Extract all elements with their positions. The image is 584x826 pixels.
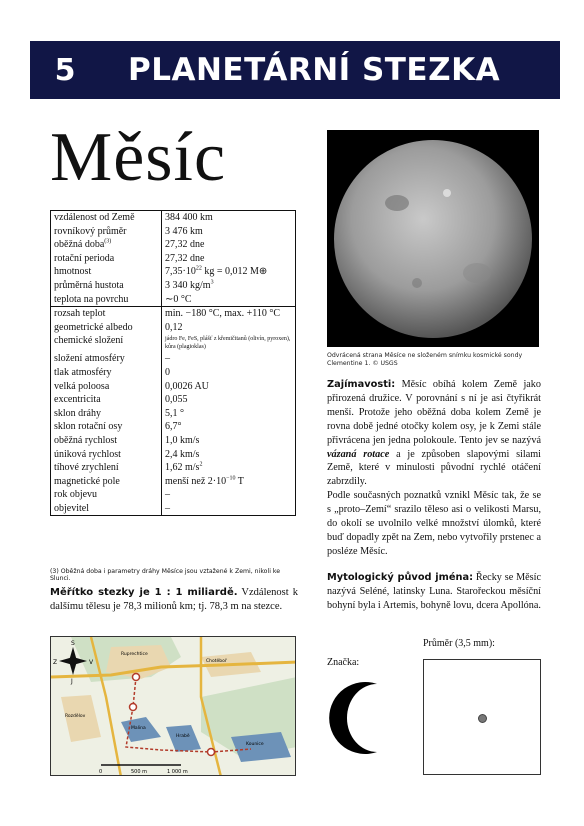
pond	[231, 732, 291, 762]
table-row	[51, 366, 296, 380]
parameter-name: sklon dráhy	[51, 407, 162, 421]
map-label: V	[89, 659, 94, 666]
scale-text: Vzdálenost k dalšímu tělesu je 78,3 milionů km; tj. 78,3 m na stezce.	[50, 587, 298, 612]
trail-stop-marker	[208, 749, 215, 756]
parameter-name: složení atmosféry	[51, 352, 162, 366]
parameter-name: rovníkový průměr	[51, 225, 162, 239]
parameter-value: 0,0026 AU	[165, 380, 209, 392]
table-row	[51, 502, 296, 516]
parameter-value: 27,32 dne	[165, 239, 205, 251]
diameter-scale-box	[423, 659, 541, 775]
parameter-value: 27,32 dne	[165, 252, 205, 264]
symbol-label: Značka:	[327, 657, 360, 668]
parameter-value: $7,35\cdot 10^{22}$ kg = 0,012 M⊕	[165, 266, 268, 278]
table-row	[51, 293, 296, 307]
parameter-value: min. −180 °C, max. +110 °C	[162, 307, 296, 321]
parameter-value: 5,1 °	[165, 407, 184, 419]
map-label: 0	[99, 769, 103, 775]
map-label: Rozdělov	[65, 714, 86, 719]
parameter-value: 1,0 km/s	[165, 434, 200, 446]
map-label: 1 000 m	[167, 769, 188, 775]
scale-paragraph	[50, 586, 298, 614]
trail-stop-marker	[130, 704, 137, 711]
parameter-name: vzdálenost od Země	[51, 211, 162, 225]
parameter-value: 0	[165, 366, 170, 378]
parameter-value: –	[165, 489, 170, 501]
parameter-name: oběžná rychlost	[51, 434, 162, 448]
parameter-value: 0,055	[165, 394, 188, 406]
table-row	[51, 475, 296, 489]
diameter-label: Průměr (3,5 mm):	[423, 638, 495, 649]
scale-heading: Měřítko stezky je 1 : 1 miliardě.	[50, 587, 238, 598]
table-row	[51, 225, 296, 239]
parameter-name: chemické složení	[51, 334, 162, 352]
map-label: 500 m	[131, 769, 148, 775]
parameter-name: objevitel	[51, 502, 162, 516]
parameter-name: hmotnost	[51, 265, 162, 279]
parameter-name: sklon rotační osy	[51, 420, 162, 434]
parameter-value: menší než $2\cdot 10^{-10}$ T	[165, 475, 244, 487]
table-row	[51, 448, 296, 462]
parameter-name: oběžná doba$^{(3)}$	[51, 238, 162, 252]
parameter-value: jádro Fe, FeS, plášť z křemičitanů (olivín, pyroxen), kůra (plagioklas)	[165, 336, 291, 350]
page-title: Měsíc	[50, 119, 227, 196]
table-row	[51, 334, 296, 352]
table-row	[51, 321, 296, 335]
table-row	[51, 434, 296, 448]
myth-heading: Mytologický původ jména:	[327, 572, 473, 583]
parameter-value: –	[165, 353, 170, 365]
parameter-name: průměrná hustota	[51, 279, 162, 293]
table-row	[51, 279, 296, 293]
parameter-name: excentricita	[51, 393, 162, 407]
parameter-value: 1,62 $m/s^2$	[165, 461, 203, 474]
parameter-value: ∼0 °C	[165, 293, 192, 305]
title-banner	[30, 41, 560, 99]
parameter-value: –	[165, 502, 170, 514]
parameter-name: rozsah teplot	[51, 307, 162, 321]
table-row	[51, 488, 296, 502]
parameter-name: rok objevu	[51, 488, 162, 502]
parameter-name: teplota na povrchu	[51, 293, 162, 307]
table-row	[51, 211, 296, 225]
parameter-name: úniková rychlost	[51, 448, 162, 462]
parameter-name: magnetické pole	[51, 475, 162, 489]
myth-section: Mytologický původ jména: Řecky se Měsíc nazývá Seléné, latinsky Luna. Starořeckou měsíční bohyní byla i Artemis, bohyně lovu, dcera Apollóna.	[327, 572, 541, 611]
footnote: (3) Oběžná doba i parametry dráhy Měsíce jsou vztažené k Zemi, nikoli ke Slunci.	[50, 568, 281, 582]
parameter-name: tlak atmosféry	[51, 366, 162, 380]
table-row	[51, 407, 296, 421]
table-row	[51, 420, 296, 434]
table-row	[51, 380, 296, 394]
table-row	[51, 238, 296, 252]
map-label: S	[71, 640, 75, 647]
table-row	[51, 307, 296, 321]
parameter-value: 2,4 km/s	[165, 448, 200, 460]
map-label: Z	[53, 659, 58, 666]
interest-section: Zajímavosti: Měsíc obíhá kolem Země jako přirozená družice. V porovnání s ní je asi čtyřikrát menší. Protože jeho oběžná doba kolem Země je rovna době jedné otočky kolem osy, je k Zemi stále přivrácena jen jedna polokoule. Tento jev se nazývá vázaná rotace a je způsoben slapovými silami Země, které v minulosti původní rychlé otáčení zabrzdily. Podle současných poznatků vznikl Měsíc tak, že se s „proto–Zemí“ srazilo těleso asi o velikosti Marsu, do okolí se uvolnilo velké množství úlomků, které buď dopadly zpět na Zem, nebo vytvořily prstenec a posléze Měsíc.	[327, 379, 541, 557]
moon-scale-dot	[478, 714, 487, 723]
photo-caption: Odvrácená strana Měsíce ne složeném snímku kosmické sondy Clementine 1. © USGS	[327, 352, 523, 367]
map-label: Chotěboř	[206, 659, 227, 664]
trail-stop-marker	[133, 674, 140, 681]
parameter-name: tíhové zrychlení	[51, 461, 162, 475]
table-row	[51, 265, 296, 279]
parameter-name: velká poloosa	[51, 380, 162, 394]
map-label: Hrabě	[176, 734, 190, 739]
parameter-value: 0,12	[165, 321, 183, 333]
map-label: J	[71, 678, 73, 685]
map-label: Ruprechtice	[121, 652, 148, 657]
parameter-value: 384 400 km	[165, 212, 213, 223]
moon-symbol-icon	[325, 678, 405, 758]
parameter-value: 3 476 km	[165, 225, 203, 237]
table-row	[51, 393, 296, 407]
parameter-name: rotační perioda	[51, 252, 162, 266]
map-label: Malina	[131, 726, 146, 731]
table-row	[51, 252, 296, 266]
interest-paragraph-2: Podle současných poznatků vznikl Měsíc tak, že se s „proto–Zemí“ srazilo těleso asi o velikosti Marsu, do okolí se uvolnilo velké množství úlomků, které buď dopadly zpět na Zem, nebo vytvořily prstenec a posléze Měsíc.	[327, 490, 541, 557]
table-row	[51, 461, 296, 475]
interest-heading: Zajímavosti:	[327, 379, 396, 390]
trail-map	[50, 636, 296, 776]
parameters-table	[50, 210, 296, 516]
parameter-name: geometrické albedo	[51, 321, 162, 335]
table-row	[51, 352, 296, 366]
parameter-value: 6,7°	[165, 421, 182, 433]
parameter-value: 3 340 $kg/m^3$	[165, 279, 214, 291]
moon-photo	[327, 130, 539, 347]
stop-number: 5	[54, 52, 76, 88]
trail-title: PLANETÁRNÍ STEZKA	[128, 52, 501, 88]
map-label: Kounice	[246, 742, 264, 747]
